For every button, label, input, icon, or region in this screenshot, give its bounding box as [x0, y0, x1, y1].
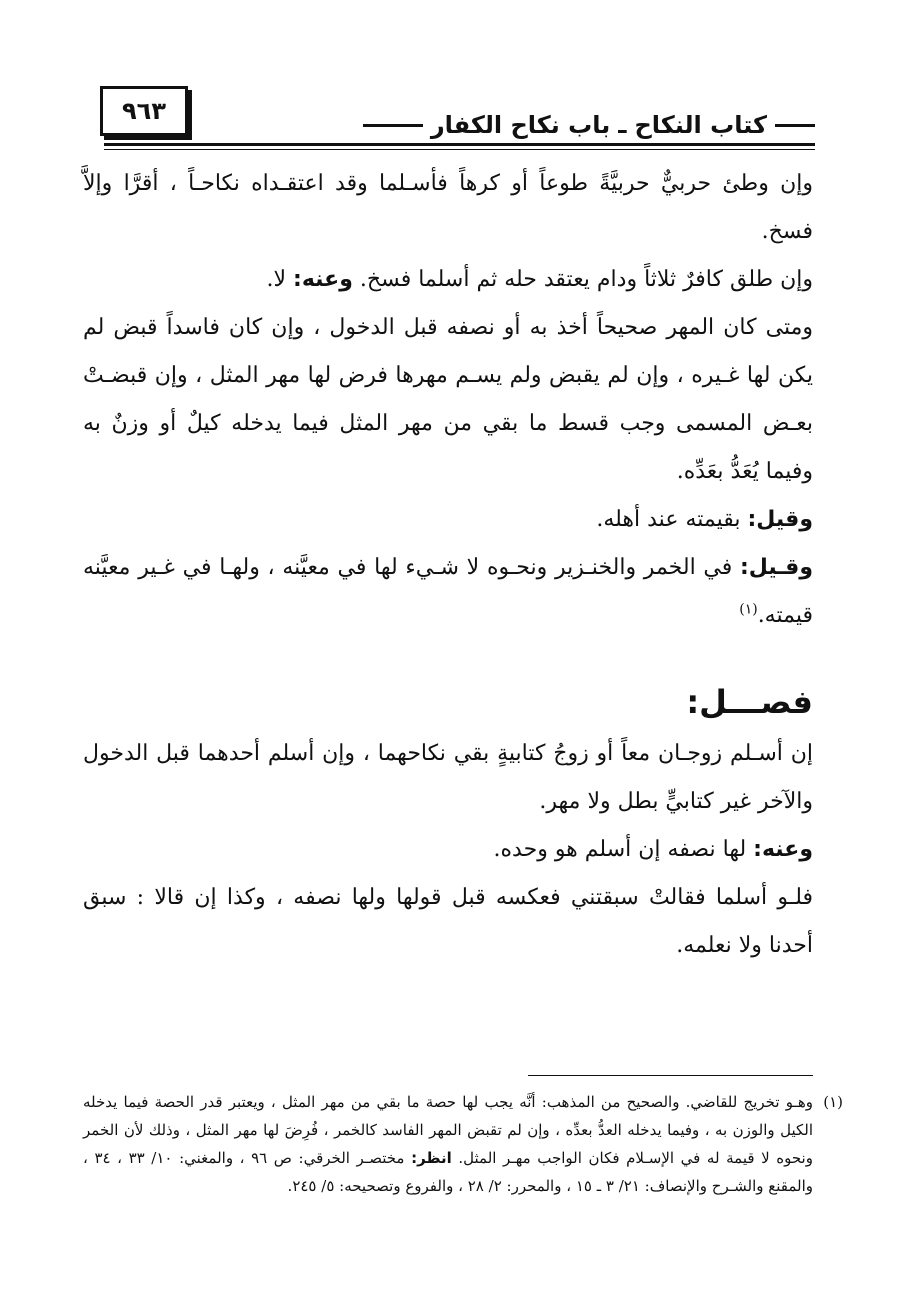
paragraph: فلـو أسلما فقالتْ سبقتني فعكسه قبل قولها ولها نصفه ، وكذا إن قالا : سبق أحدنا ولا نعلمه.	[83, 885, 813, 958]
footnote-text: وهـو تخريج للقاضي. والصحيح من المذهب: أنَّه يجب لها حصة ما بقي من مهر المثل ، ويعتبر قدر الحصة فيما يدخله الكيل والوزن به ، وفيما يدخله العدُّ بعدِّه ، وإن لم تقبض المهر الفاسد كالخمر ، فُرِضَ لها مهر المثل ، وذلك لأن الخمر ونحوه لا قيمة له في الإسـلام فكان الواجب مهـر المثل.	[83, 1093, 813, 1167]
footnote	[83, 1088, 843, 1200]
header-rule-thin	[104, 149, 815, 150]
book-title: كتاب النكاح	[634, 111, 767, 139]
label-wa-anhu: وعنه:	[753, 837, 813, 862]
footnote-references: مختصـر الخرقي: ص ٩٦ ، والمغني: ١٠/ ٣٣ ، ٣٤ ، والمقنع والشـرح والإنصاف: ٢١/ ٣ ـ ١٥ ، والمحرر: ٢/ ٢٨ ، والفروع وتصحيحه: ٥/ ٢٤٥.	[83, 1149, 813, 1195]
paragraph: إن أسـلم زوجـان معاً أو زوجُ كتابيةٍ بقي نكاحهما ، وإن أسلم أحدهما قبل الدخول والآخر غير كتابيٍّ بطل ولا مهر.	[83, 741, 813, 814]
footnote-label-see: انظر:	[411, 1149, 452, 1167]
paragraph: وإن طلق كافرٌ ثلاثاً ودام يعتقد حله ثم أسلما فسخ. وعنه: لا.	[266, 267, 813, 292]
page-number: ٩٦٣	[100, 86, 188, 136]
chapter-title: باب نكاح الكفار	[430, 111, 611, 139]
running-title	[363, 108, 815, 142]
title-dash-decoration	[775, 124, 815, 127]
paragraph: وقـيل: في الخمر والخنـزير ونحـوه لا شـيء لها في معيَّنه ، ولهـا في غـير معيَّنه قيمته.$^{(١)}$	[83, 555, 814, 628]
spacer	[83, 640, 813, 674]
header-rule	[104, 143, 815, 146]
section-heading: فصـــل:	[686, 683, 813, 721]
paragraph: وعنه: لها نصفه إن أسلم هو وحده.	[493, 837, 813, 862]
footnote-marker: (١)	[823, 1093, 843, 1111]
paragraph: وإن وطئ حربيٌّ حربيَّةً طوعاً أو كرهاً فأسـلما وقد اعتقـداه نكاحـاً ، أقرَّا وإلاَّ فسخ.	[83, 171, 813, 244]
label-wa-qila: وقيل:	[747, 507, 813, 532]
footnote-reference: (١)	[739, 601, 758, 618]
paragraph: ومتى كان المهر صحيحاً أخذ به أو نصفه قبل الدخول ، وإن كان فاسداً قبض لم يكن لها غـيره ، وإن لم يقبض ولم يسـم مهرها فرض لها مهر المثل ، وإن قبضـتْ بعـض المسمى وجب قسط ما بقي من مهر المثل فيما يدخله كيلٌ أو وزنٌ به وفيما يُعَدُّ بعَدِّه.	[83, 315, 813, 484]
title-dash-decoration	[363, 124, 423, 127]
body-text	[83, 160, 813, 970]
footnote-divider	[528, 1075, 813, 1076]
paragraph: وقيل: بقيمته عند أهله.	[596, 507, 813, 532]
title-separator: ـ	[618, 111, 627, 139]
label-wa-qila: وقـيل:	[740, 555, 814, 580]
label-wa-anhu: وعنه:	[293, 267, 353, 292]
